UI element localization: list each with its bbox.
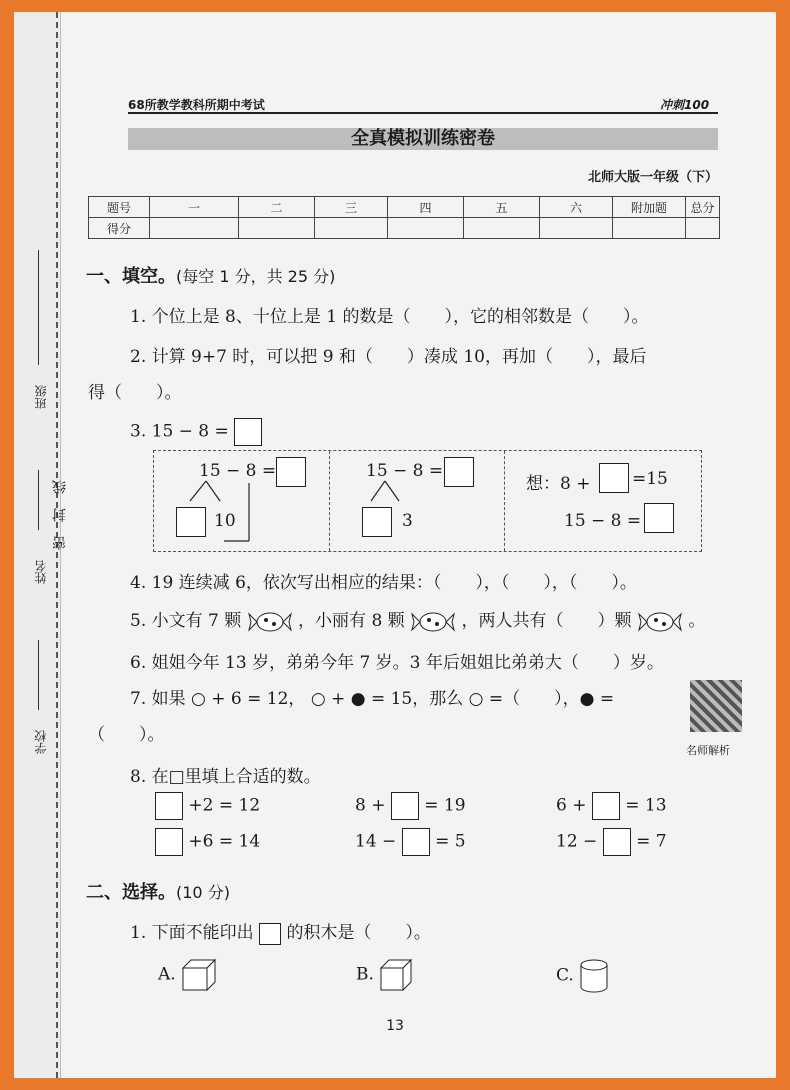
- answer-box[interactable]: [603, 828, 631, 856]
- class-label: 班级: [34, 385, 48, 409]
- seal-line-label: 密 封 线: [52, 480, 68, 550]
- method-figure: [153, 450, 702, 552]
- question-2-line-2: 得（ ）。: [88, 383, 182, 403]
- option-a-label: A.: [158, 964, 176, 985]
- q8-item-pre: 12 −: [556, 831, 598, 852]
- question-4: 4. 19 连续减 6，依次写出相应的结果：（ ），（ ），（ ）。: [130, 573, 637, 593]
- method-1-number: 10: [214, 511, 236, 531]
- cylinder-icon: [579, 958, 609, 994]
- q8-item: [355, 792, 466, 820]
- score-cell: 题号: [89, 197, 150, 218]
- score-cell: 总分: [686, 197, 720, 218]
- question-5-part-d: 。: [688, 611, 706, 631]
- edition-label: 北师大版一年级（下）: [588, 170, 719, 185]
- brand-logo: 冲刺100: [660, 98, 710, 112]
- cuboid-icon: [181, 958, 217, 992]
- q8-item: [355, 828, 466, 856]
- question-3-text: 3. 15 − 8 =: [130, 421, 229, 442]
- name-line: [38, 470, 39, 530]
- score-cell: 附加题: [613, 197, 686, 218]
- q8-item: [155, 792, 260, 820]
- option-b[interactable]: [356, 958, 413, 992]
- qr-code-icon[interactable]: [690, 680, 742, 732]
- q8-item-post: = 5: [435, 831, 466, 852]
- question-5: [130, 606, 705, 636]
- score-input-cell[interactable]: [315, 218, 388, 239]
- score-input-cell[interactable]: [464, 218, 540, 239]
- figure-divider: [504, 451, 505, 551]
- question-6: 6. 姐姐今年 13 岁，弟弟今年 7 岁。3 年后姐姐比弟弟大（ ）岁。: [130, 653, 664, 673]
- name-label: 姓名: [34, 560, 48, 584]
- school-line: [38, 640, 39, 710]
- score-cell: 四: [388, 197, 464, 218]
- q8-item-text: +2 = 12: [188, 795, 261, 816]
- answer-box[interactable]: [155, 792, 183, 820]
- method-1-expression: 15 − 8 =: [199, 461, 277, 481]
- option-c[interactable]: [556, 958, 609, 994]
- score-input-cell[interactable]: [239, 218, 315, 239]
- answer-box[interactable]: [391, 792, 419, 820]
- score-table: [88, 196, 720, 239]
- method-3-expression: 15 − 8 =: [564, 511, 642, 531]
- section-1-title: 一、填空。: [86, 266, 176, 287]
- q8-item-pre: 6 +: [556, 795, 587, 816]
- score-cell: 一: [150, 197, 239, 218]
- answer-box[interactable]: [234, 418, 262, 446]
- answer-box[interactable]: [592, 792, 620, 820]
- candy-icon: [637, 608, 683, 636]
- q8-item: [155, 828, 260, 856]
- choice-question-1-text-a: 1. 下面不能印出: [130, 923, 254, 943]
- answer-box[interactable]: [176, 507, 206, 537]
- class-line: [38, 250, 39, 365]
- question-5-part-a: 5. 小文有 7 颗: [130, 611, 242, 631]
- question-8-title: 8. 在□里填上合适的数。: [130, 767, 321, 787]
- header-rule: [128, 112, 718, 114]
- score-input-cell[interactable]: [686, 218, 720, 239]
- method-3-equation: =15: [632, 469, 668, 489]
- score-input-cell[interactable]: [388, 218, 464, 239]
- question-3: [130, 418, 262, 446]
- section-1-heading: [86, 262, 335, 288]
- school-label: 学校: [34, 730, 48, 754]
- candy-icon: [410, 608, 456, 636]
- method-2-expression: 15 − 8 =: [366, 461, 444, 481]
- choice-question-1: [130, 918, 431, 945]
- q8-item-pre: 8 +: [355, 795, 386, 816]
- answer-box[interactable]: [155, 828, 183, 856]
- section-2-title: 二、选择。: [86, 882, 176, 903]
- answer-box[interactable]: [362, 507, 392, 537]
- score-cell: 三: [315, 197, 388, 218]
- title-bar: [128, 128, 718, 150]
- page-number: 13: [386, 1018, 404, 1034]
- qr-caption: 名师解析: [686, 744, 730, 757]
- q8-item: [556, 828, 667, 856]
- option-b-label: B.: [356, 964, 374, 985]
- option-a[interactable]: [158, 958, 217, 992]
- question-2-line-1: 2. 计算 9+7 时，可以把 9 和（ ）凑成 10，再加（ ），最后: [130, 347, 647, 367]
- score-table-score-row: [89, 218, 720, 239]
- score-input-cell[interactable]: [150, 218, 239, 239]
- score-cell: 五: [464, 197, 540, 218]
- cube-icon: [379, 958, 413, 992]
- square-icon: [259, 923, 281, 945]
- q8-item: [556, 792, 667, 820]
- question-7-line-2: （ ）。: [88, 725, 165, 745]
- section-2-heading: [86, 878, 230, 904]
- q8-item-pre: 14 −: [355, 831, 397, 852]
- score-table-header-row: [89, 197, 720, 218]
- candy-icon: [247, 608, 293, 636]
- q8-item-post: = 7: [636, 831, 667, 852]
- answer-box[interactable]: [644, 503, 674, 533]
- score-input-cell[interactable]: [613, 218, 686, 239]
- q8-item-post: = 13: [625, 795, 667, 816]
- option-c-label: C.: [556, 965, 574, 986]
- method-2-split-lines: [329, 451, 504, 551]
- answer-box[interactable]: [599, 463, 629, 493]
- answer-box[interactable]: [402, 828, 430, 856]
- score-input-cell[interactable]: [540, 218, 613, 239]
- question-7-line-1: 7. 如果 ○ + 6 = 12， ○ + ● = 15，那么 ○ =（ ），● =: [130, 689, 615, 709]
- score-cell: 二: [239, 197, 315, 218]
- q8-item-post: = 19: [424, 795, 466, 816]
- section-1-note: (每空 1 分，共 25 分): [176, 267, 336, 286]
- method-3-think: 想：8 +: [526, 474, 591, 494]
- score-cell: 得分: [89, 218, 150, 239]
- method-2-number: 3: [402, 511, 413, 531]
- choice-question-1-text-b: 的积木是（ ）。: [286, 923, 431, 943]
- section-2-note: (10 分): [176, 883, 230, 902]
- exam-source: 68所教学教科所期中考试: [128, 98, 265, 112]
- question-1: 1. 个位上是 8、十位上是 1 的数是（ ），它的相邻数是（ ）。: [130, 307, 649, 327]
- question-5-part-c: ，两人共有（ ）颗: [461, 611, 632, 631]
- score-cell: 六: [540, 197, 613, 218]
- q8-item-text: +6 = 14: [188, 831, 261, 852]
- question-5-part-b: ，小丽有 8 颗: [298, 611, 405, 631]
- paper-title: 全真模拟训练密卷: [351, 128, 495, 149]
